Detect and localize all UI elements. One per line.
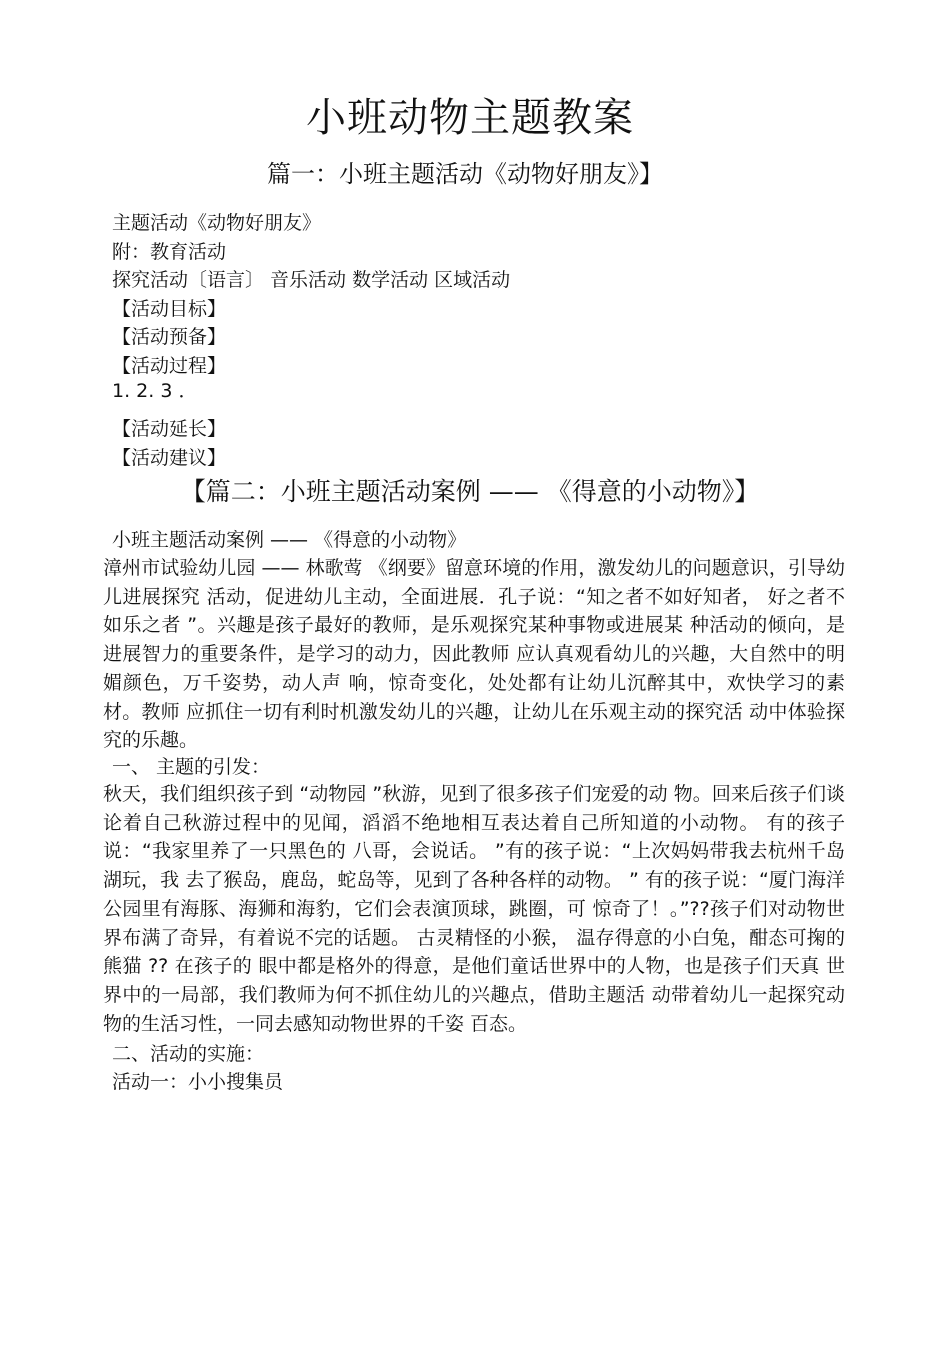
part1-heading: 篇一：小班主题活动《动物好朋友》】 [267, 160, 663, 188]
part1-line: 【活动建议】 [112, 447, 227, 469]
section1-title: 一、 主题的引发： [112, 756, 271, 778]
part1-line: 【活动过程】 [112, 355, 227, 377]
part1-line: 【活动预备】 [112, 326, 227, 348]
part1-line: 1. 2. 3 ． [112, 380, 198, 402]
part1-line: 【活动延长】 [112, 418, 227, 440]
activity1-title: 活动一：小小搜集员 [112, 1071, 284, 1093]
part1-line: 【活动目标】 [112, 298, 227, 320]
part2-subtitle: 小班主题活动案例 —— 《得意的小动物》 [112, 529, 467, 551]
section2-title: 二、活动的实施： [112, 1043, 265, 1065]
part2-heading: 【篇二：小班主题活动案例 —— 《得意的小动物》】 [180, 477, 760, 506]
part1-line: 主题活动《动物好朋友》 [112, 212, 322, 234]
part1-line: 附：教育活动 [112, 241, 227, 263]
section1-paragraph: 秋天，我们组织孩子到 “动物园 ”秋游，见到了很多孩子们宠爱的动 物。回来后孩子们谈论着自己秋游过程中的见闻，滔滔不绝地相互表达着自己所知道的小动物。 有的孩子说：“我家里养了一只黑色的 八哥，会说话。 ”有的孩子说：“上次妈妈带我去杭州千岛湖玩，我 去了猴岛，鹿岛，蛇岛等，见到了各种各样的动物。 ” 有的孩子说：“厦门海洋公园里有海豚、海狮和海豹，它们会表演顶球，跳圈，可 惊奇了！。”??孩子们对动物世界布满了奇异，有着说不完的话题。 古灵精怪的小猴， 温存得意的小白兔，酣态可掬的熊猫 ?? 在孩子的 眼中都是格外的得意，是他们童话世界中的人物，也是孩子们天真 世界中的一局部，我们教师为何不抓住幼儿的兴趣点，借助主题活 动带着幼儿一起探究动物的生活习性，一同去感知动物世界的千姿 百态。 [103, 783, 845, 1035]
document-title: 小班动物主题教案 [306, 95, 634, 141]
part1-line: 探究活动〔语言〕 音乐活动 数学活动 区域活动 [112, 269, 511, 291]
intro-paragraph: 漳州市试验幼儿园 —— 林歌莺 《纲要》留意环境的作用，激发幼儿的问题意识，引导幼儿进展探究 活动，促进幼儿主动，全面进展．孔子说：“知之者不如好知者， 好之者不 如乐之者 ”。兴趣是孩子最好的教师，是乐观探究某种事物或进展某 种活动的倾向，是进展智力的重要条件，是学习的动力，因此教师 应认真观看幼儿的兴趣，大自然中的明媚颜色，万千姿势，动人声 响，惊奇变化，处处都有让幼儿沉醉其中，欢快学习的素材。教师 应抓住一切有利时机激发幼儿的兴趣，让幼儿在乐观主动的探究活 动中体验探究的乐趣。 [103, 557, 845, 752]
